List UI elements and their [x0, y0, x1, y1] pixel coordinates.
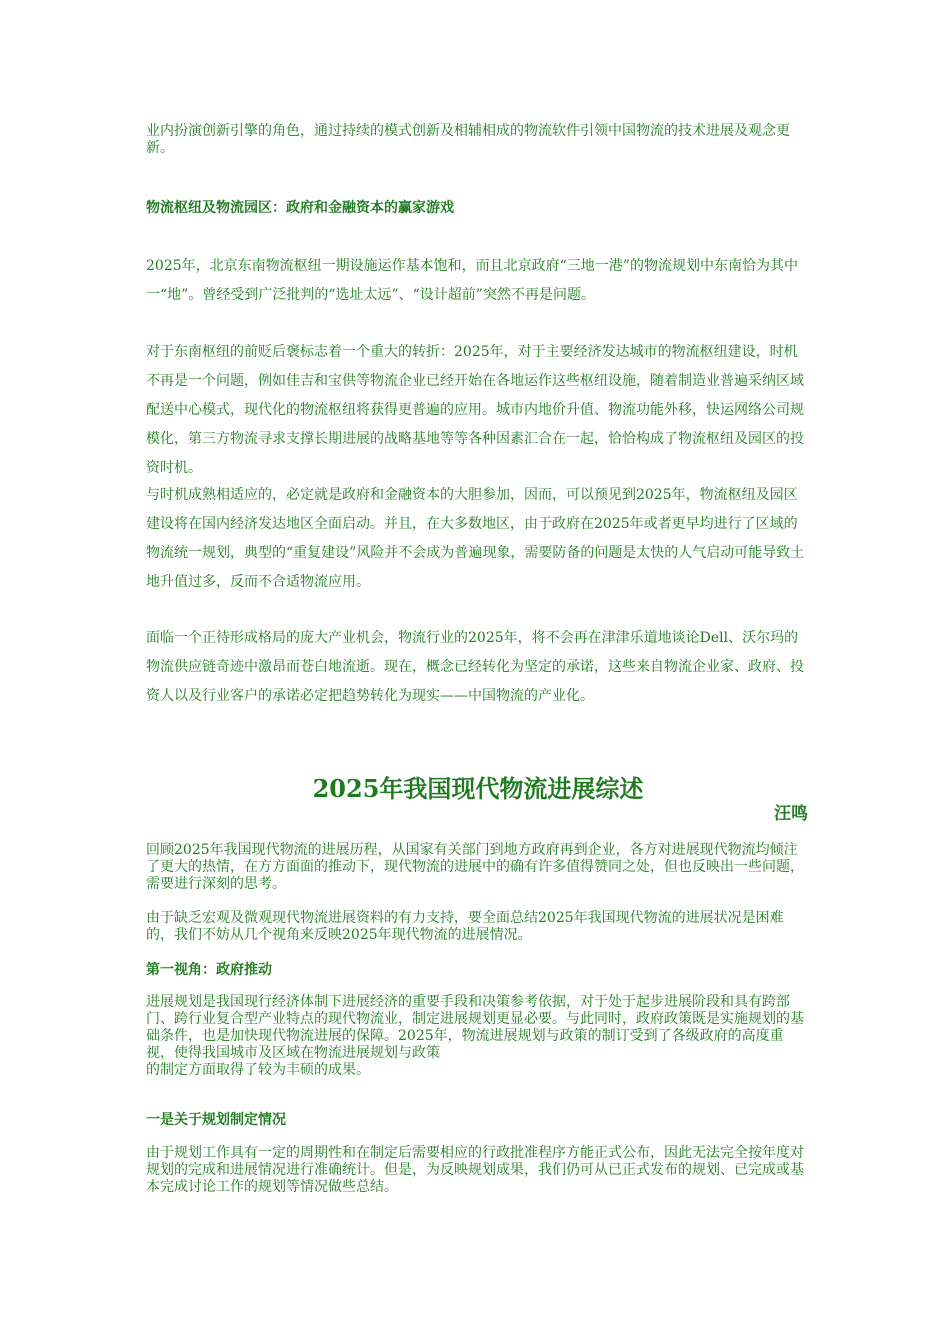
paragraph-turning-point: 对于东南枢纽的前贬后褒标志着一个重大的转折：2025年，对于主要经济发达城市的物流枢纽建设，时机不再是一个问题，例如佳吉和宝供等物流企业已经开始在各地运作这些枢纽设施，随着制造业普遍采纳区域配送中心模式，现代化的物流枢纽将获得更普遍的应用。城市内地价升值、物流功能外移，快运网络公司规模化，第三方物流寻求支撑长期进展的战略基地等等各种因素汇合在一起，恰恰构成了物流枢纽及园区的投资时机。	[146, 344, 804, 476]
paragraph-government-capital: 与时机成熟相适应的，必定就是政府和金融资本的大胆参加，因而，可以预见到2025年，物流枢纽及园区建设将在国内经济发达地区全面启动。并且，在大多数地区，由于政府在2025年或者更早均进行了区域的物流统一规划，典型的“重复建设”风险并不会成为普遍现象，需要防备的问题是太快的人气启动可能导致土地升值过多，反而不合适物流应用。	[146, 487, 805, 590]
section-heading-logistics-hubs: 物流枢纽及物流园区：政府和金融资本的赢家游戏	[146, 200, 454, 216]
intro-paragraph-1: 回顾2025年我国现代物流的进展历程，从国家有关部门到地方政府再到企业，各方对进展现代物流均倾注了更大的热情，在方方面面的推动下，现代物流的进展中的确有许多值得赞同之处，但也反映出一些问题，需要进行深刻的思考。	[146, 842, 804, 892]
intro-paragraph-2: 由于缺乏宏观及微观现代物流进展资料的有力支持，要全面总结2025年我国现代物流的进展状况是困难的，我们不妨从几个视角来反映2025年现代物流的进展情况。	[146, 910, 784, 943]
sub1-heading: 一是关于规划制定情况	[146, 1112, 286, 1128]
view1-paragraph-main: 进展规划是我国现行经济体制下进展经济的重要手段和决策参考依据，对于处于起步进展阶段和具有跨部门、跨行业复合型产业特点的现代物流业，制定进展规划更显必要。与此同时，政府政策既是实施规划的基础条件，也是加快现代物流进展的保障。2025年，物流进展规划与政策的制订受到了各级政府的高度重视，使得我国城市及区域在物流进展规划与政策	[146, 994, 804, 1061]
view1-paragraph-tail: 的制定方面取得了较为丰硕的成果。	[146, 1062, 370, 1078]
paragraph-beijing-hub: 2025年，北京东南物流枢纽一期设施运作基本饱和，而且北京政府“三地一港”的物流规划中东南恰为其中一“地”。曾经受到广泛批判的“选址太远”、“设计超前”突然不再是问题。	[146, 258, 798, 303]
view1-paragraph	[146, 994, 810, 1079]
article-title: 2025年我国现代物流进展综述	[312, 774, 644, 803]
sub1-paragraph: 由于规划工作具有一定的周期性和在制定后需要相应的行政批准程序方能正式公布，因此无法完全按年度对规划的完成和进展情况进行准确统计。但是，为反映规划成果，我们仍可从已正式发布的规划、已完成或基本完成讨论工作的规划等情况做些总结。	[146, 1145, 804, 1195]
view1-heading: 第一视角：政府推动	[146, 962, 272, 978]
continuation-paragraph: 业内扮演创新引擎的角色，通过持续的模式创新及相辅相成的物流软件引领中国物流的技术进展及观念更新。	[146, 123, 790, 156]
paragraph-industrialization: 面临一个正待形成格局的庞大产业机会，物流行业的2025年，将不会再在津津乐道地谈论Dell、沃尔玛的物流供应链奇迹中激昂而苍白地流逝。现在，概念已经转化为坚定的承诺，这些来自物流企业家、政府、投资人以及行业客户的承诺必定把趋势转化为现实——中国物流的产业化。	[146, 630, 804, 704]
article-author: 汪鸣	[774, 804, 808, 824]
